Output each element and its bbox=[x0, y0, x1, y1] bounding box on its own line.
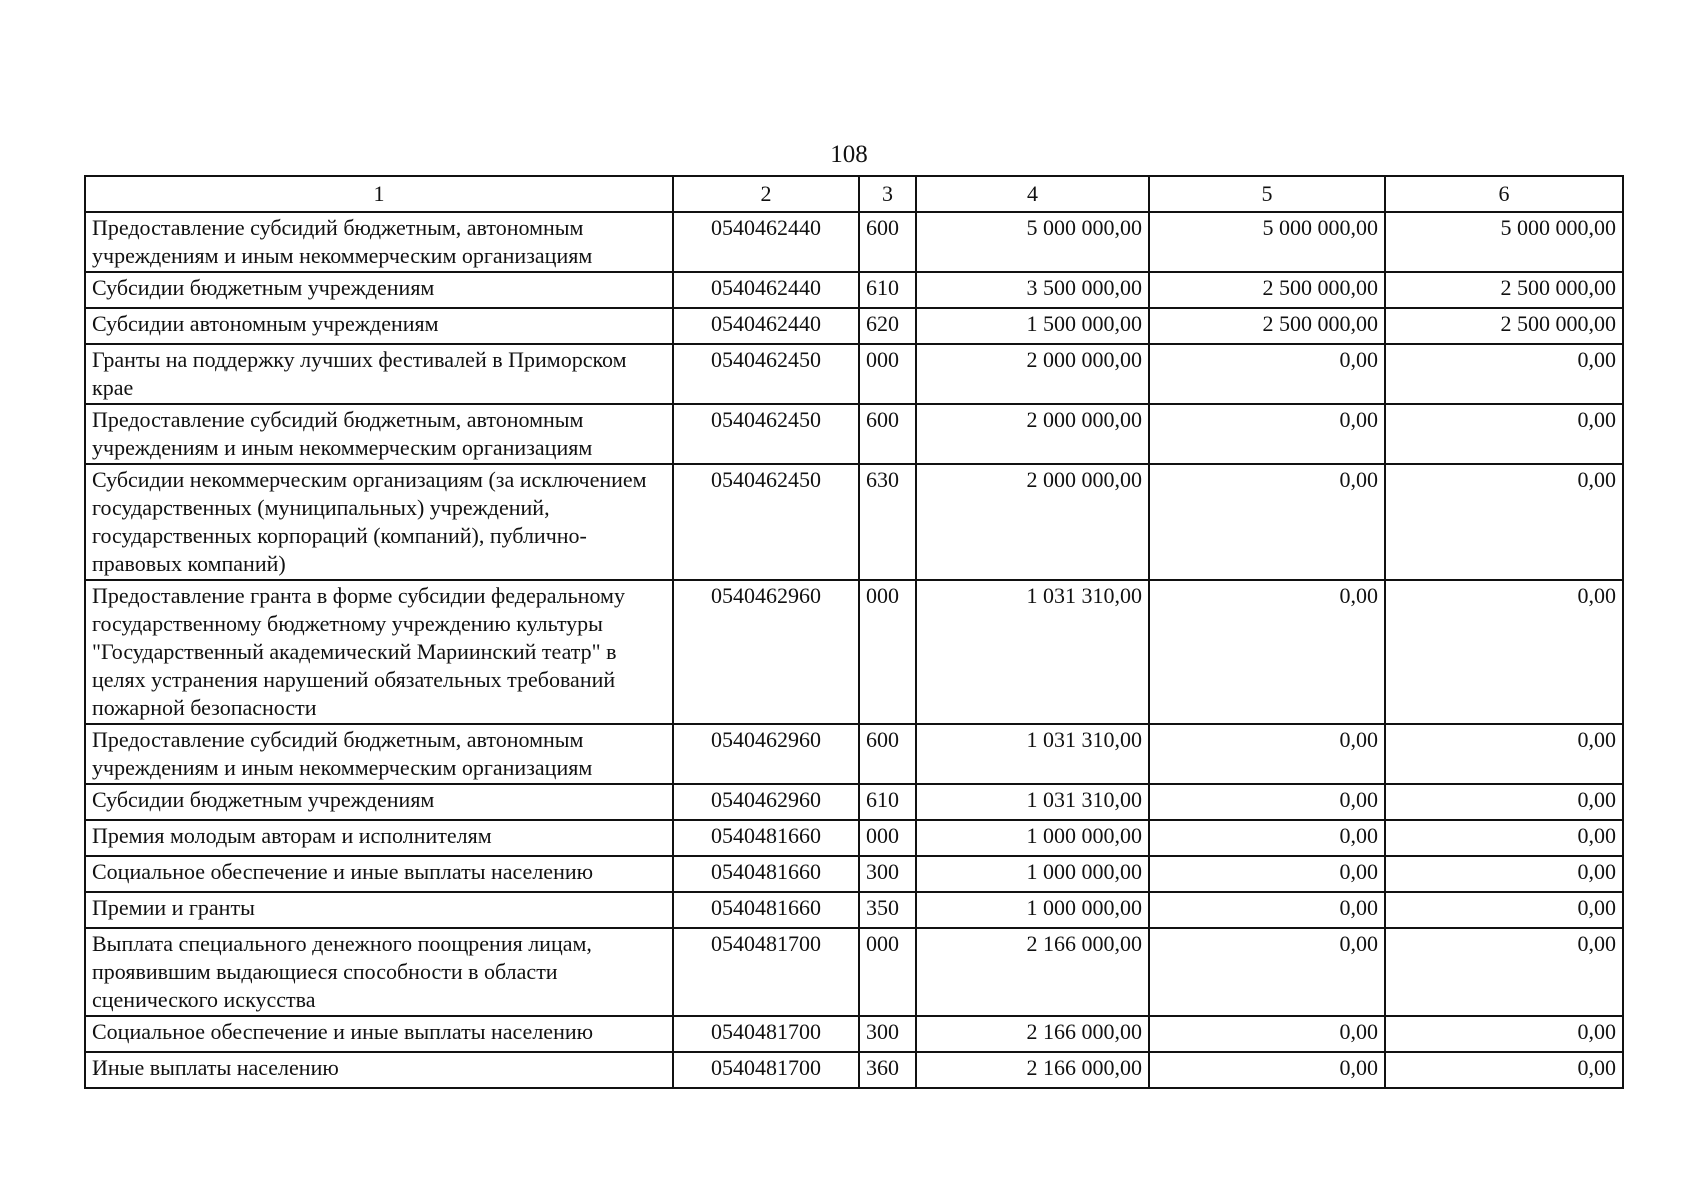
row-value-6: 0,00 bbox=[1385, 892, 1623, 928]
column-header-1: 1 bbox=[85, 176, 673, 212]
row-value-6: 0,00 bbox=[1385, 344, 1623, 404]
row-type: 630 bbox=[859, 464, 916, 580]
row-value-6: 2 500 000,00 bbox=[1385, 308, 1623, 344]
row-value-4: 2 000 000,00 bbox=[916, 344, 1149, 404]
row-value-6: 2 500 000,00 bbox=[1385, 272, 1623, 308]
table-row bbox=[85, 724, 1623, 784]
row-code: 0540481700 bbox=[673, 1016, 859, 1052]
row-type: 600 bbox=[859, 212, 916, 272]
row-name: Иные выплаты населению bbox=[85, 1052, 673, 1088]
row-type: 600 bbox=[859, 404, 916, 464]
row-value-4: 5 000 000,00 bbox=[916, 212, 1149, 272]
row-name: Премия молодым авторам и исполнителям bbox=[85, 820, 673, 856]
row-value-6: 0,00 bbox=[1385, 928, 1623, 1016]
row-value-4: 2 000 000,00 bbox=[916, 464, 1149, 580]
table-row bbox=[85, 464, 1623, 580]
table-row bbox=[85, 928, 1623, 1016]
column-header-6: 6 bbox=[1385, 176, 1623, 212]
row-value-5: 0,00 bbox=[1149, 928, 1385, 1016]
row-name: Предоставление субсидий бюджетным, автономным учреждениям и иным некоммерческим организациям bbox=[85, 724, 673, 784]
row-type: 000 bbox=[859, 580, 916, 724]
row-type: 600 bbox=[859, 724, 916, 784]
row-value-6: 0,00 bbox=[1385, 1052, 1623, 1088]
row-type: 360 bbox=[859, 1052, 916, 1088]
row-value-5: 2 500 000,00 bbox=[1149, 308, 1385, 344]
table-row bbox=[85, 1016, 1623, 1052]
row-type: 610 bbox=[859, 272, 916, 308]
row-code: 0540462960 bbox=[673, 724, 859, 784]
row-code: 0540462440 bbox=[673, 308, 859, 344]
row-value-6: 0,00 bbox=[1385, 724, 1623, 784]
row-value-5: 0,00 bbox=[1149, 892, 1385, 928]
row-value-6: 0,00 bbox=[1385, 580, 1623, 724]
table-row bbox=[85, 820, 1623, 856]
table-row bbox=[85, 784, 1623, 820]
row-value-4: 2 166 000,00 bbox=[916, 1016, 1149, 1052]
column-header-2: 2 bbox=[673, 176, 859, 212]
column-header-4: 4 bbox=[916, 176, 1149, 212]
row-code: 0540462450 bbox=[673, 404, 859, 464]
table-row bbox=[85, 892, 1623, 928]
row-value-5: 0,00 bbox=[1149, 404, 1385, 464]
table-row bbox=[85, 344, 1623, 404]
row-code: 0540481660 bbox=[673, 856, 859, 892]
row-value-4: 1 031 310,00 bbox=[916, 580, 1149, 724]
row-type: 300 bbox=[859, 1016, 916, 1052]
row-name: Социальное обеспечение и иные выплаты населению bbox=[85, 1016, 673, 1052]
row-value-4: 1 031 310,00 bbox=[916, 784, 1149, 820]
row-name: Предоставление субсидий бюджетным, автономным учреждениям и иным некоммерческим организациям bbox=[85, 212, 673, 272]
row-type: 000 bbox=[859, 344, 916, 404]
row-value-6: 0,00 bbox=[1385, 856, 1623, 892]
row-value-5: 0,00 bbox=[1149, 820, 1385, 856]
row-name: Субсидии автономным учреждениям bbox=[85, 308, 673, 344]
row-value-5: 0,00 bbox=[1149, 856, 1385, 892]
budget-table bbox=[84, 175, 1624, 1089]
row-name: Социальное обеспечение и иные выплаты населению bbox=[85, 856, 673, 892]
row-code: 0540462450 bbox=[673, 464, 859, 580]
row-code: 0540481660 bbox=[673, 820, 859, 856]
row-value-6: 5 000 000,00 bbox=[1385, 212, 1623, 272]
row-code: 0540481660 bbox=[673, 892, 859, 928]
row-value-5: 0,00 bbox=[1149, 784, 1385, 820]
row-name: Предоставление гранта в форме субсидии федеральному государственному бюджетному учреждению культуры "Государственный академический Мариинский театр" в целях устранения нарушений обязательных требований пожарной безопасности bbox=[85, 580, 673, 724]
column-header-3: 3 bbox=[859, 176, 916, 212]
row-value-5: 0,00 bbox=[1149, 580, 1385, 724]
row-type: 300 bbox=[859, 856, 916, 892]
row-value-4: 2 166 000,00 bbox=[916, 1052, 1149, 1088]
row-code: 0540462440 bbox=[673, 272, 859, 308]
row-value-4: 1 000 000,00 bbox=[916, 820, 1149, 856]
row-name: Премии и гранты bbox=[85, 892, 673, 928]
row-value-4: 2 166 000,00 bbox=[916, 928, 1149, 1016]
page-number: 108 bbox=[830, 141, 868, 168]
row-name: Предоставление субсидий бюджетным, автономным учреждениям и иным некоммерческим организациям bbox=[85, 404, 673, 464]
table-row bbox=[85, 580, 1623, 724]
row-value-6: 0,00 bbox=[1385, 464, 1623, 580]
table-row bbox=[85, 1052, 1623, 1088]
row-name: Субсидии бюджетным учреждениям bbox=[85, 784, 673, 820]
row-value-5: 2 500 000,00 bbox=[1149, 272, 1385, 308]
row-value-5: 0,00 bbox=[1149, 464, 1385, 580]
row-code: 0540481700 bbox=[673, 1052, 859, 1088]
table-row bbox=[85, 272, 1623, 308]
row-type: 000 bbox=[859, 928, 916, 1016]
row-value-4: 2 000 000,00 bbox=[916, 404, 1149, 464]
row-name: Субсидии некоммерческим организациям (за исключением государственных (муниципальных) учреждений, государственных корпораций (компаний), публично-правовых компаний) bbox=[85, 464, 673, 580]
row-value-4: 1 000 000,00 bbox=[916, 856, 1149, 892]
row-value-5: 0,00 bbox=[1149, 1052, 1385, 1088]
row-value-5: 0,00 bbox=[1149, 344, 1385, 404]
row-value-4: 1 500 000,00 bbox=[916, 308, 1149, 344]
table-header-row bbox=[85, 176, 1623, 212]
row-code: 0540462960 bbox=[673, 580, 859, 724]
row-type: 610 bbox=[859, 784, 916, 820]
row-value-4: 1 000 000,00 bbox=[916, 892, 1149, 928]
row-name: Гранты на поддержку лучших фестивалей в Приморском крае bbox=[85, 344, 673, 404]
row-type: 620 bbox=[859, 308, 916, 344]
row-value-5: 0,00 bbox=[1149, 724, 1385, 784]
row-value-6: 0,00 bbox=[1385, 1016, 1623, 1052]
table-row bbox=[85, 212, 1623, 272]
table-row bbox=[85, 308, 1623, 344]
row-value-6: 0,00 bbox=[1385, 404, 1623, 464]
row-value-5: 5 000 000,00 bbox=[1149, 212, 1385, 272]
row-name: Субсидии бюджетным учреждениям bbox=[85, 272, 673, 308]
row-code: 0540481700 bbox=[673, 928, 859, 1016]
table-row bbox=[85, 856, 1623, 892]
row-value-4: 1 031 310,00 bbox=[916, 724, 1149, 784]
row-type: 000 bbox=[859, 820, 916, 856]
row-code: 0540462960 bbox=[673, 784, 859, 820]
row-value-6: 0,00 bbox=[1385, 820, 1623, 856]
row-value-6: 0,00 bbox=[1385, 784, 1623, 820]
row-value-5: 0,00 bbox=[1149, 1016, 1385, 1052]
row-name: Выплата специального денежного поощрения лицам, проявившим выдающиеся способности в области сценического искусства bbox=[85, 928, 673, 1016]
table-row bbox=[85, 404, 1623, 464]
row-code: 0540462440 bbox=[673, 212, 859, 272]
row-type: 350 bbox=[859, 892, 916, 928]
row-value-4: 3 500 000,00 bbox=[916, 272, 1149, 308]
column-header-5: 5 bbox=[1149, 176, 1385, 212]
row-code: 0540462450 bbox=[673, 344, 859, 404]
